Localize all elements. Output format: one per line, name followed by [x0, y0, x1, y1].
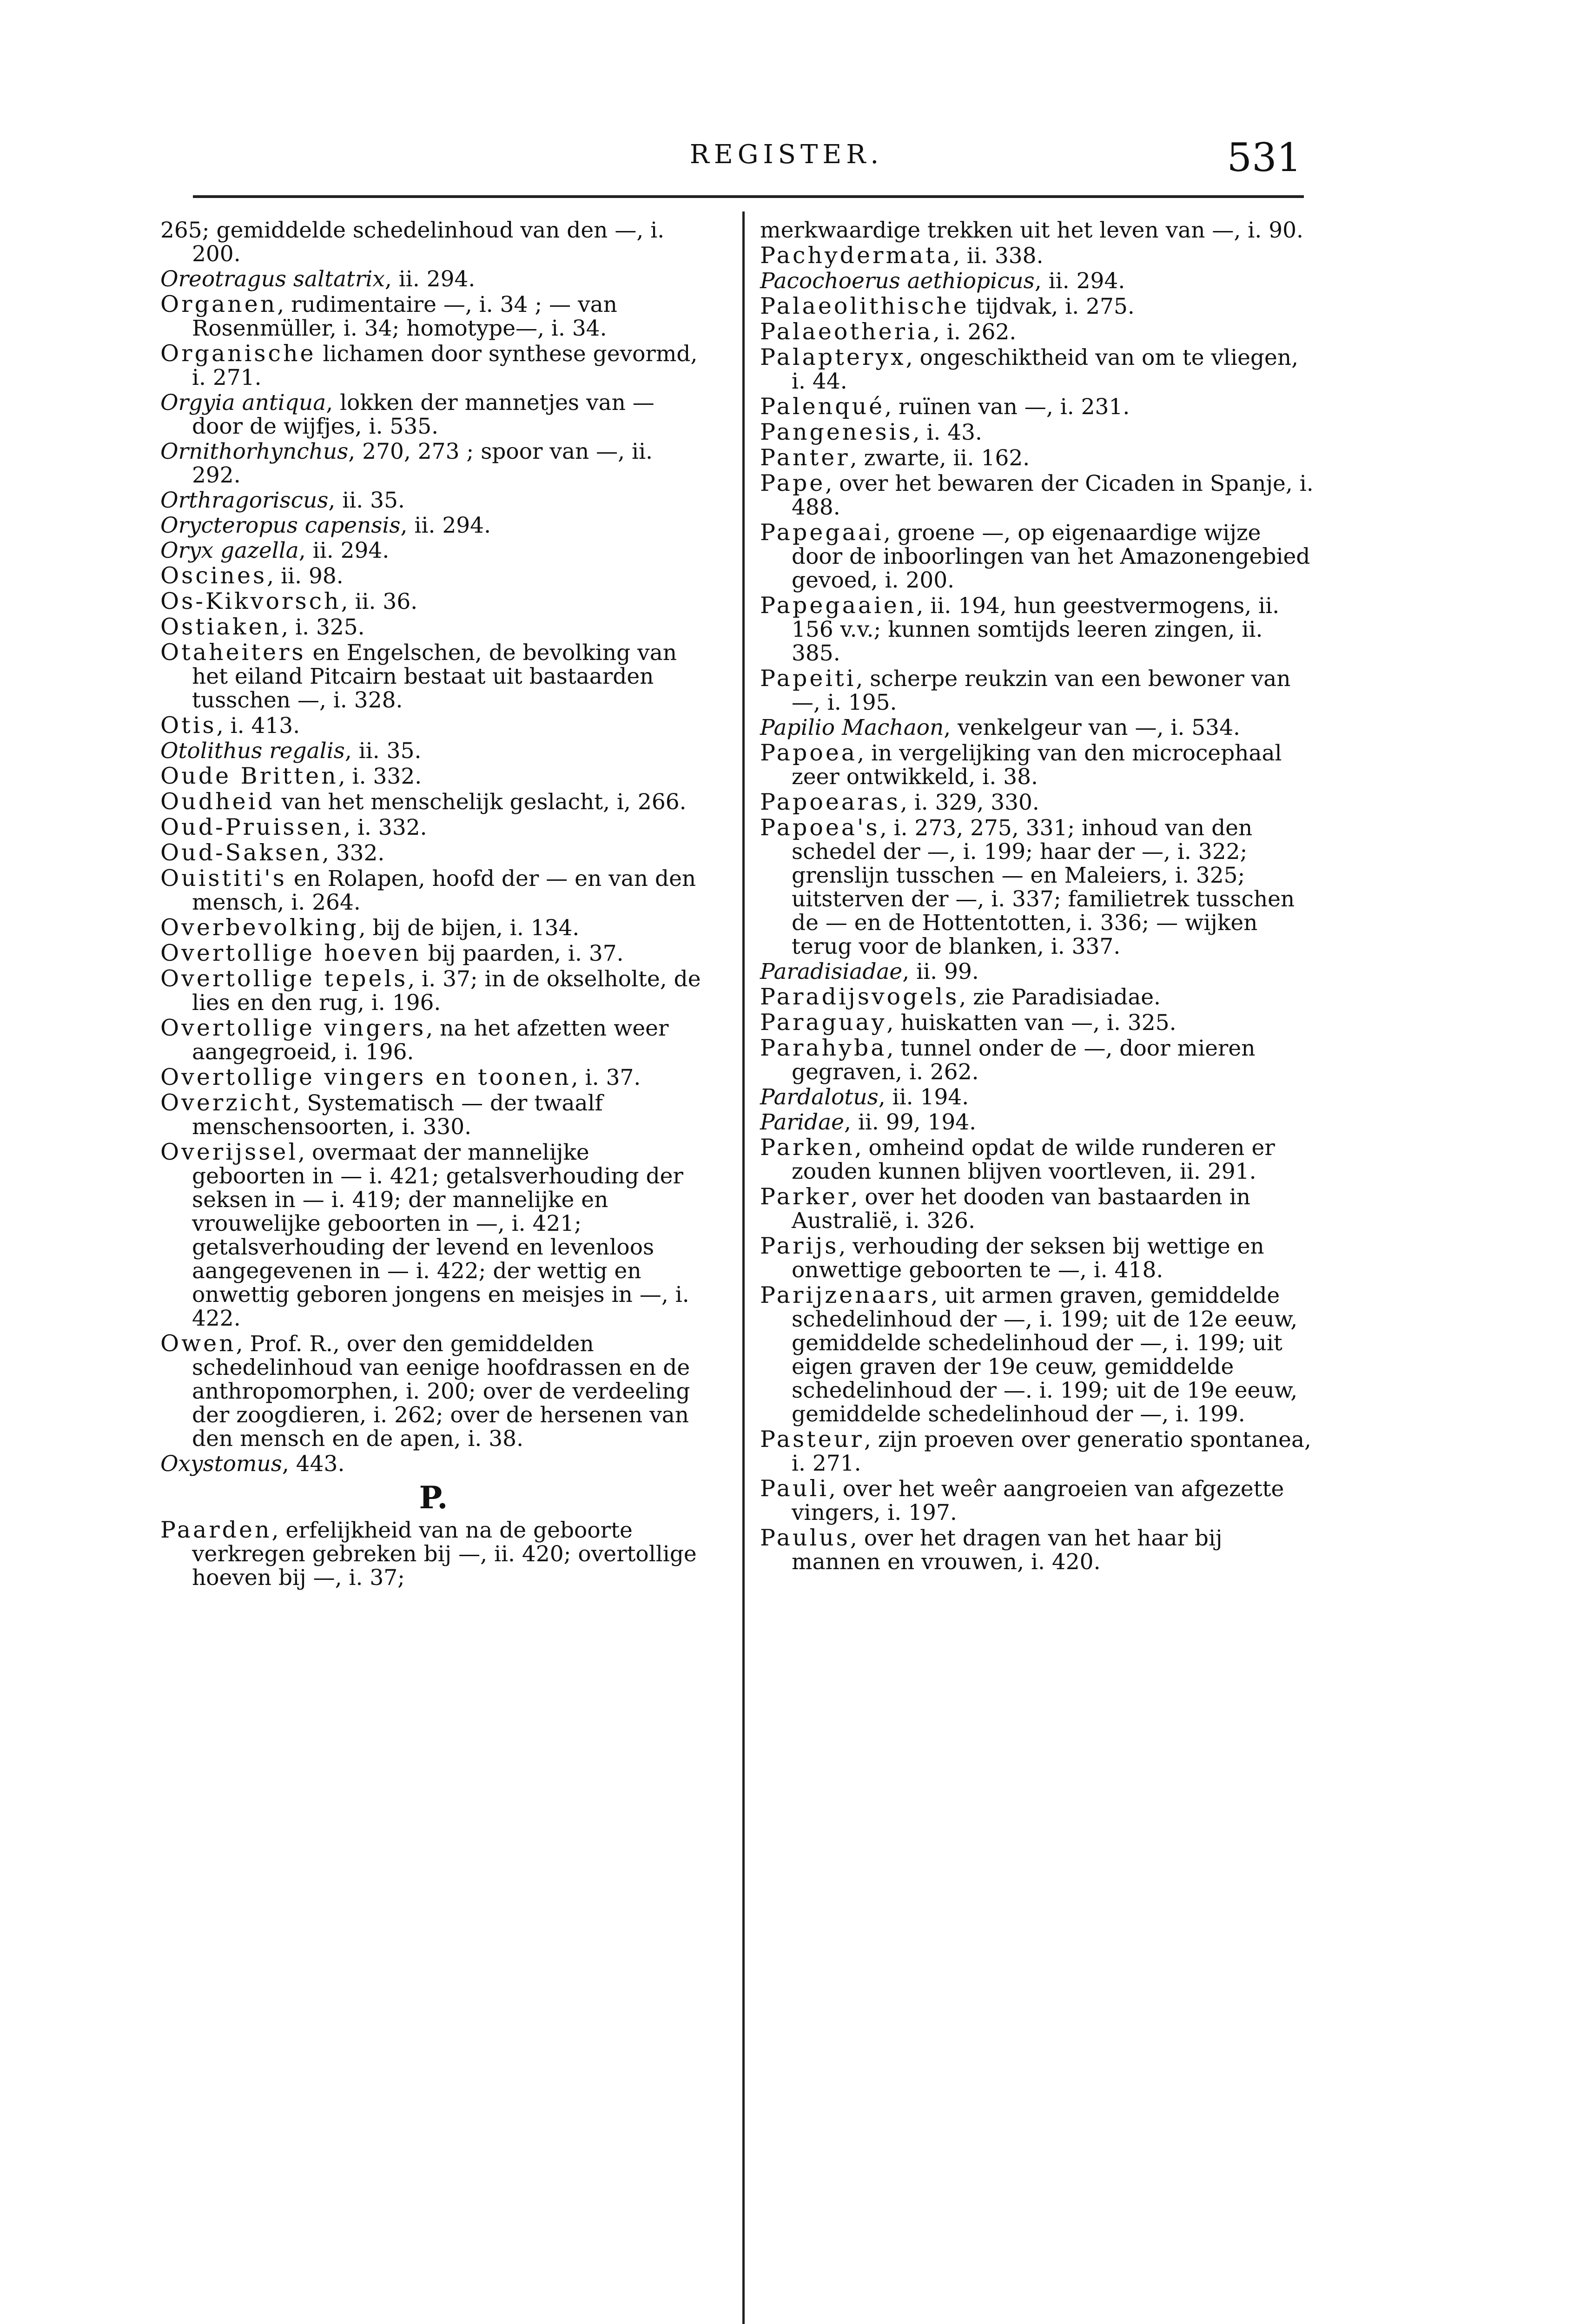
entry-text: , 270, 273 ; spoor van —, ii. 292.: [192, 439, 653, 488]
entry-text: , zwarte, ii. 162.: [850, 445, 1030, 471]
entry-text: , ii. 194.: [878, 1084, 969, 1110]
entry-headword: Paradijsvogels: [760, 984, 959, 1010]
entry-headword: Oryx gazella: [160, 538, 299, 563]
entry-text: , lokken der mannetjes van — door de wijfjes, i. 535.: [192, 390, 654, 439]
entry-text: , ii. 338.: [953, 243, 1044, 269]
entry-headword: Pauli: [760, 1475, 829, 1502]
entry-headword: Parker: [760, 1183, 851, 1210]
index-entry: [160, 489, 707, 512]
entry-text: , ii. 294.: [384, 266, 476, 292]
entry-headword: Pardalotus: [760, 1084, 879, 1110]
entry-text: , overmaat der mannelijke geboorten in — i. 421; getalsverhouding der seksen in — i. 419; der mannelijke en vrouwelijke geboorten in —, i. 421; getalsverhouding der levend en levenloos aangegevenen in — i. 422; der wettig en onwettig geboren jongens en meisjes in —, i. 422.: [192, 1140, 689, 1331]
index-entry: [760, 1085, 1315, 1109]
entry-text: , ii. 294.: [400, 513, 491, 538]
entry-text: , venkelgeur van —, i. 534.: [944, 715, 1240, 740]
index-entry: [760, 218, 1315, 242]
entry-text: merkwaardige trekken uit het leven van —, i. 90.: [760, 218, 1303, 243]
entry-headword: Oreotragus saltatrix: [160, 266, 385, 292]
running-head: REGISTER.: [689, 139, 884, 170]
entry-headword: Oud-Saksen: [160, 839, 322, 866]
index-entry: [160, 841, 707, 865]
entry-headword: Otaheiters: [160, 639, 306, 666]
index-entry: [760, 1036, 1315, 1084]
index-entry: [760, 716, 1315, 739]
entry-headword: Oscines: [160, 562, 267, 589]
section-letter: P.: [419, 1479, 448, 1516]
index-entry: [160, 539, 707, 562]
index-entry: [160, 815, 707, 839]
index-entry: [160, 1091, 707, 1139]
entry-text: , bij de bijen, i. 134.: [358, 915, 580, 941]
index-entry: [760, 521, 1315, 592]
entry-headword: Papoea's: [760, 814, 880, 841]
entry-text: , Systematisch — der twaalf menschensoorten, i. 330.: [192, 1090, 603, 1140]
index-entry: [760, 244, 1315, 268]
entry-headword: Organen: [160, 291, 278, 317]
index-entry: [160, 866, 707, 914]
entry-headword: Papeiti: [760, 665, 856, 692]
index-entry: [760, 667, 1315, 714]
entry-text: , ruïnen van —, i. 231.: [885, 394, 1130, 420]
entry-headword: Overtollige vingers: [160, 1015, 426, 1041]
entry-headword: Parken: [760, 1134, 855, 1161]
entry-headword: Paarden: [160, 1517, 272, 1543]
index-entry: [160, 916, 707, 940]
entry-headword: Parijs: [760, 1233, 839, 1259]
entry-headword: Pachydermata: [760, 242, 953, 269]
entry-text: , huiskatten van —, i. 325.: [886, 1010, 1176, 1036]
entry-headword: Paraguay: [760, 1009, 887, 1036]
entry-headword: Ornithorhynchus: [160, 439, 349, 464]
index-entry: [760, 1185, 1315, 1233]
index-entry: [760, 985, 1315, 1009]
index-entry: [160, 1065, 707, 1089]
entry-text: , over het bewaren der Cicaden in Spanje, i. 488.: [792, 471, 1314, 520]
entry-headword: Overbevolking: [160, 914, 359, 941]
entry-text: , in vergelijking van den microcephaal zeer ontwikkeld, i. 38.: [792, 740, 1282, 790]
entry-headword: Os-Kikvorsch: [160, 588, 341, 614]
entry-text: , ii. 99.: [902, 959, 979, 984]
index-entry: [760, 790, 1315, 814]
entry-headword: Parahyba: [760, 1035, 887, 1061]
entry-text: , over het dragen van het haar bij mannen en vrouwen, i. 420.: [792, 1525, 1223, 1575]
index-entry: [760, 816, 1315, 958]
index-entry: [160, 342, 707, 390]
index-entry: [160, 564, 707, 588]
entry-text: , i. 329, 330.: [900, 790, 1039, 815]
header-rule: [193, 195, 1304, 198]
index-entry: [160, 640, 707, 712]
entry-headword: Papoea: [760, 739, 858, 766]
entry-text: , i. 413.: [216, 713, 300, 739]
index-entry: [160, 292, 707, 340]
left-column: [160, 218, 707, 1591]
left-entries: [160, 218, 707, 1476]
entry-headword: Pasteur: [760, 1426, 864, 1452]
index-entry: [760, 594, 1315, 665]
entry-headword: Overijssel: [160, 1139, 298, 1165]
index-entry: [160, 967, 707, 1015]
entry-text: , i. 262.: [932, 319, 1017, 345]
entry-text: , over het dooden van bastaarden in Australië, i. 326.: [792, 1184, 1251, 1234]
entry-text: , ii. 36.: [341, 589, 418, 614]
entry-text: bij paarden, i. 37.: [421, 941, 624, 966]
index-entry: [160, 941, 707, 965]
entry-text: , ii. 35.: [328, 488, 405, 513]
entry-text: en Engelschen, de bevolking van het eiland Pitcairn bestaat uit bastaarden tusschen —, i. 328.: [192, 640, 677, 713]
index-entry: [160, 1518, 707, 1590]
index-entry: [760, 1283, 1315, 1426]
entry-text: , i. 332.: [338, 764, 422, 789]
entry-text: , omheind opdat de wilde runderen er zouden kunnen blijven voortleven, ii. 291.: [792, 1135, 1275, 1184]
entry-headword: Oude Britten: [160, 763, 338, 789]
entry-text: , ii. 294.: [298, 538, 390, 563]
index-entry: [760, 420, 1315, 444]
entry-text: , i. 273, 275, 331; inhoud van den schedel der —, i. 199; haar der —, i. 322; grenslijn tusschen — en Maleiers, i. 325; uitsterven der —, i. 337; familietrek tusschen de — en de Hottentotten, i. 336; — wijken terug voor de blanken, i. 337.: [792, 815, 1295, 959]
entry-headword: Overtollige vingers en toonen: [160, 1064, 571, 1090]
entry-headword: Orthragoriscus: [160, 488, 329, 513]
right-column: [760, 218, 1315, 1575]
index-entry: [760, 471, 1315, 519]
index-entry: [760, 1234, 1315, 1282]
index-entry: [160, 1332, 707, 1451]
index-entry: [760, 741, 1315, 789]
entry-headword: Otolithus regalis: [160, 738, 345, 764]
entry-text: , ii. 194, hun geestvermogens, ii. 156 v.v.; kunnen somtijds leeren zingen, ii. 385.: [792, 593, 1280, 666]
entry-headword: Overzicht: [160, 1089, 293, 1116]
entry-headword: Palaeotheria: [760, 318, 933, 345]
index-entry: [160, 391, 707, 438]
entry-headword: Ouistiti's: [160, 865, 287, 891]
entry-headword: Pacochoerus aethiopicus: [760, 268, 1035, 294]
entry-headword: Paulus: [760, 1525, 850, 1551]
entry-text: van het menschelijk geslacht, i, 266.: [274, 789, 687, 815]
entry-text: , verhouding der seksen bij wettige en onwettige geboorten te —, i. 418.: [792, 1234, 1264, 1283]
entry-text: , i. 325.: [281, 614, 365, 640]
entry-headword: Oud-Pruissen: [160, 814, 344, 840]
entry-text: , zie Paradisiadae.: [959, 984, 1161, 1010]
entry-text: , ii. 98.: [267, 563, 344, 589]
index-entry: [160, 440, 707, 487]
index-entry: [760, 395, 1315, 419]
index-entry: [760, 960, 1315, 984]
entry-text: , i. 43.: [912, 420, 982, 445]
index-entry: [160, 739, 707, 763]
entry-text: , 332.: [322, 840, 385, 866]
entry-headword: Overtollige tepels: [160, 965, 408, 992]
index-entry: [160, 267, 707, 291]
column-divider: [742, 211, 745, 2324]
right-entries: [760, 218, 1315, 1574]
index-entry: [760, 1110, 1315, 1134]
entry-text: 265; gemiddelde schedelinhoud van den —, i. 200.: [160, 218, 665, 267]
left-entries-after: [160, 1518, 707, 1590]
entry-headword: Orycteropus capensis: [160, 513, 401, 538]
entry-headword: Orgyia antiqua: [160, 390, 326, 416]
entry-text: en Rolapen, hoofd der — en van den mensch, i. 264.: [192, 866, 696, 915]
entry-text: , zijn proeven over generatio spontanea, i. 271.: [792, 1427, 1311, 1476]
entry-headword: Panter: [760, 444, 850, 471]
index-entry: [160, 615, 707, 639]
index-entry: [160, 764, 707, 788]
page-number: 531: [1227, 135, 1302, 180]
entry-text: , over het weêr aangroeien van afgezette vingers, i. 197.: [792, 1476, 1284, 1525]
entry-headword: Paradisiadae: [760, 959, 903, 984]
entry-headword: Palapteryx: [760, 344, 906, 370]
entry-text: , na het afzetten weer aangegroeid, i. 196.: [192, 1016, 669, 1065]
index-entry: [760, 269, 1315, 293]
entry-headword: Oxystomus: [160, 1451, 282, 1477]
entry-headword: Parijzenaars: [760, 1282, 931, 1308]
entry-text: lichamen door synthese gevormd, i. 271.: [192, 341, 698, 390]
index-entry: [760, 1136, 1315, 1183]
index-entry: [760, 1010, 1315, 1035]
entry-text: tijdvak, i. 275.: [969, 294, 1135, 319]
entry-headword: Otis: [160, 712, 217, 739]
entry-headword: Owen: [160, 1330, 236, 1357]
entry-text: , i. 37; in de okselholte, de lies en den rug, i. 196.: [192, 966, 701, 1016]
entry-headword: Palaeolithische: [760, 293, 969, 319]
entry-headword: Paridae: [760, 1109, 844, 1135]
entry-headword: Papoearas: [760, 789, 900, 815]
entry-headword: Papegaaien: [760, 592, 917, 619]
index-entry: [160, 713, 707, 738]
index-entry: [160, 218, 707, 266]
entry-text: , tunnel onder de —, door mieren gegraven, i. 262.: [792, 1036, 1256, 1085]
entry-text: , ongeschiktheid van om te vliegen, i. 44.: [792, 345, 1299, 394]
entry-text: , i. 37.: [571, 1065, 641, 1090]
index-entry: [760, 294, 1315, 318]
entry-text: , scherpe reukzin van een bewoner van —, i. 195.: [792, 666, 1291, 715]
entry-headword: Overtollige hoeven: [160, 940, 421, 966]
entry-headword: Organische: [160, 340, 316, 367]
index-entry: [760, 1427, 1315, 1475]
index-entry: [160, 514, 707, 537]
entry-text: , rudimentaire —, i. 34 ; — van Rosenmüller, i. 34; homotype—, i. 34.: [192, 292, 617, 341]
entry-headword: Pangenesis: [760, 419, 913, 445]
index-entry: [160, 589, 707, 614]
index-entry: [760, 1477, 1315, 1525]
entry-headword: Papegaai: [760, 519, 884, 546]
entry-text: , ii. 294.: [1034, 268, 1125, 294]
index-entry: [160, 790, 707, 814]
index-entry: [760, 1526, 1315, 1574]
entry-text: , erfelijkheid van na de geboorte verkregen gebreken bij —, ii. 420; overtollige hoeven bij —, i. 37;: [192, 1518, 697, 1591]
entry-text: , ii. 99, 194.: [844, 1109, 977, 1135]
entry-text: , groene —, op eigenaardige wijze door de inboorlingen van het Amazonengebied gevoed, i. 200.: [792, 520, 1310, 593]
entry-headword: Oudheid: [160, 788, 275, 815]
index-entry: [160, 1452, 707, 1476]
entry-headword: Papilio Machaon: [760, 715, 944, 740]
entry-text: , ii. 35.: [344, 738, 422, 764]
index-entry: [160, 1140, 707, 1330]
index-entry: [160, 1016, 707, 1064]
entry-text: , uit armen graven, gemiddelde schedelinhoud der —, i. 199; uit de 12e eeuw, gemiddelde schedelinhoud der —, i. 199; uit eigen graven der 19e ceuw, gemiddelde schedelinhoud der —. i. 199; uit de 19e eeuw, gemiddelde schedelinhoud der —, i. 199.: [792, 1283, 1298, 1427]
entry-text: , 443.: [282, 1451, 345, 1477]
entry-headword: Palenqué: [760, 393, 885, 420]
index-entry: [760, 345, 1315, 393]
entry-text: , Prof. R., over den gemiddelden schedelinhoud van eenige hoofdrassen en de anthropomorphen, i. 200; over de verdeeling der zoogdieren, i. 262; over de hersenen van den mensch en de apen, i. 38.: [192, 1331, 690, 1452]
entry-text: , i. 332.: [344, 815, 427, 840]
entry-headword: Ostiaken: [160, 614, 282, 640]
index-entry: [760, 320, 1315, 344]
entry-headword: Pape: [760, 470, 826, 496]
index-entry: [760, 446, 1315, 470]
